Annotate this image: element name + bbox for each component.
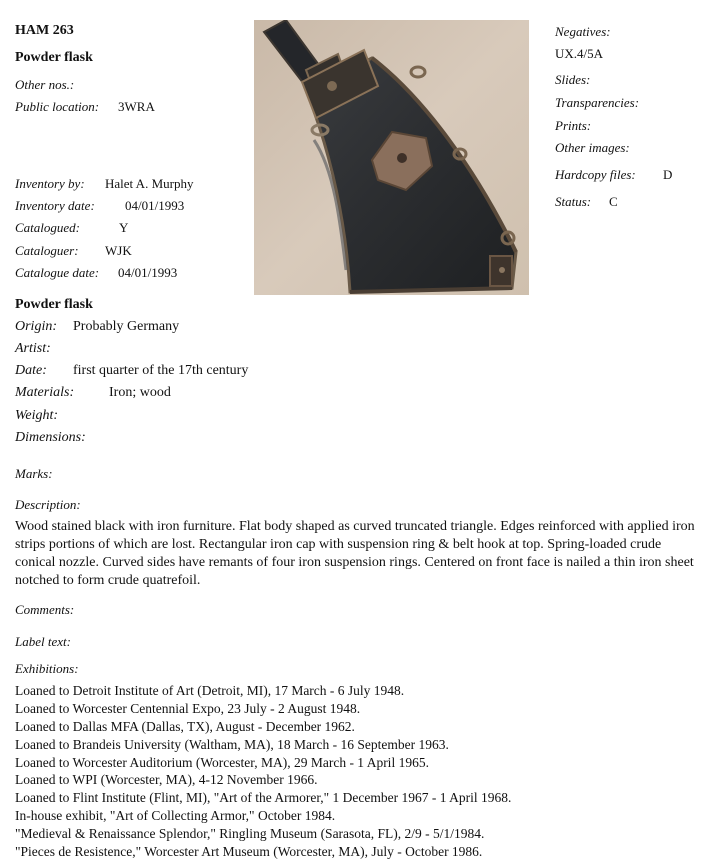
other-nos-label: Other nos.: bbox=[15, 77, 75, 92]
slides-label: Slides: bbox=[555, 72, 591, 87]
negatives-value: UX.4/5A bbox=[555, 46, 604, 61]
inventory-date-label: Inventory date: bbox=[15, 198, 95, 213]
exhibition-item: In-house exhibit, "Art of Collecting Armor," October 1984. bbox=[15, 808, 336, 824]
origin-label: Origin: bbox=[15, 319, 57, 334]
date-label: Date: bbox=[15, 363, 47, 378]
prints-label: Prints: bbox=[555, 118, 592, 133]
negatives-label: Negatives: bbox=[555, 24, 611, 39]
inventory-by-label: Inventory by: bbox=[15, 176, 85, 191]
transparencies-label: Transparencies: bbox=[555, 95, 640, 110]
exhibition-item: Loaned to Flint Institute (Flint, MI), "Art of the Armorer," 1 December 1967 - 1 April 1968. bbox=[15, 790, 512, 806]
exhibition-item: Loaned to Worcester Centennial Expo, 23 July - 2 August 1948. bbox=[15, 700, 361, 716]
comments-label: Comments: bbox=[15, 602, 75, 617]
materials-label: Materials: bbox=[15, 385, 75, 400]
materials-value: Iron; wood bbox=[109, 385, 171, 400]
hardcopy-files-value: D bbox=[663, 167, 673, 182]
marks-label: Marks: bbox=[15, 466, 53, 481]
label-text-label: Label text: bbox=[15, 634, 71, 649]
object-title: Powder flask bbox=[15, 297, 93, 312]
public-location-label: Public location: bbox=[15, 99, 100, 114]
public-location-value: 3WRA bbox=[118, 99, 155, 114]
exhibition-item: Loaned to Worcester Auditorium (Worcester, MA), 29 March - 1 April 1965. bbox=[15, 754, 429, 770]
powder-flask-image bbox=[254, 20, 529, 295]
exhibition-item: Loaned to Detroit Institute of Art (Detroit, MI), 17 March - 6 July 1948. bbox=[15, 683, 405, 698]
exhibition-item: "Medieval & Renaissance Splendor," Ringling Museum (Sarasota, FL), 2/9 - 5/1/1984. bbox=[15, 826, 485, 842]
origin-value: Probably Germany bbox=[73, 319, 180, 334]
exhibition-item: "Pieces de Resistence," Worcester Art Museum (Worcester, MA), July - October 1986. bbox=[15, 844, 483, 860]
weight-label: Weight: bbox=[15, 408, 59, 423]
description-label: Description: bbox=[15, 497, 81, 512]
status-value: C bbox=[609, 194, 618, 209]
inventory-by-value: Halet A. Murphy bbox=[105, 176, 194, 191]
record-id: HAM 263 bbox=[15, 23, 74, 38]
exhibition-item: Loaned to Dallas MFA (Dallas, TX), August - December 1962. bbox=[15, 718, 355, 734]
other-images-label: Other images: bbox=[555, 140, 630, 155]
cataloguer-value: WJK bbox=[105, 243, 132, 258]
exhibition-item: Loaned to WPI (Worcester, MA), 4-12 November 1966. bbox=[15, 772, 318, 788]
catalogue-date-value: 04/01/1993 bbox=[118, 265, 178, 280]
description-text: Wood stained black with iron furniture. Flat body shaped as curved truncated triangle. Edges reinforced with applied iron strips portions of which are lost. Rectangular iron cap with suspension ring & belt hook at top. Spring-loaded crude conical nozzle. Curved sides have remants of four iron suspension rings. Centered on front face is nailed a thin iron sheet notched to form crude quatrefoil. bbox=[15, 519, 695, 588]
exhibitions-label: Exhibitions: bbox=[15, 661, 79, 676]
exhibition-item: Loaned to Brandeis University (Waltham, MA), 18 March - 16 September 1963. bbox=[15, 736, 449, 752]
date-value: first quarter of the 17th century bbox=[73, 363, 249, 378]
inventory-date-value: 04/01/1993 bbox=[125, 198, 185, 213]
catalogued-value: Y bbox=[119, 220, 129, 235]
exhibitions-list bbox=[15, 682, 695, 861]
cataloguer-label: Cataloguer: bbox=[15, 243, 79, 258]
hardcopy-files-label: Hardcopy files: bbox=[555, 167, 636, 182]
dimensions-label: Dimensions: bbox=[15, 430, 86, 445]
catalogued-label: Catalogued: bbox=[15, 220, 80, 235]
status-label: Status: bbox=[555, 194, 592, 209]
artist-label: Artist: bbox=[15, 341, 51, 356]
object-photo bbox=[254, 20, 529, 295]
catalogue-date-label: Catalogue date: bbox=[15, 265, 100, 280]
short-title: Powder flask bbox=[15, 50, 93, 65]
